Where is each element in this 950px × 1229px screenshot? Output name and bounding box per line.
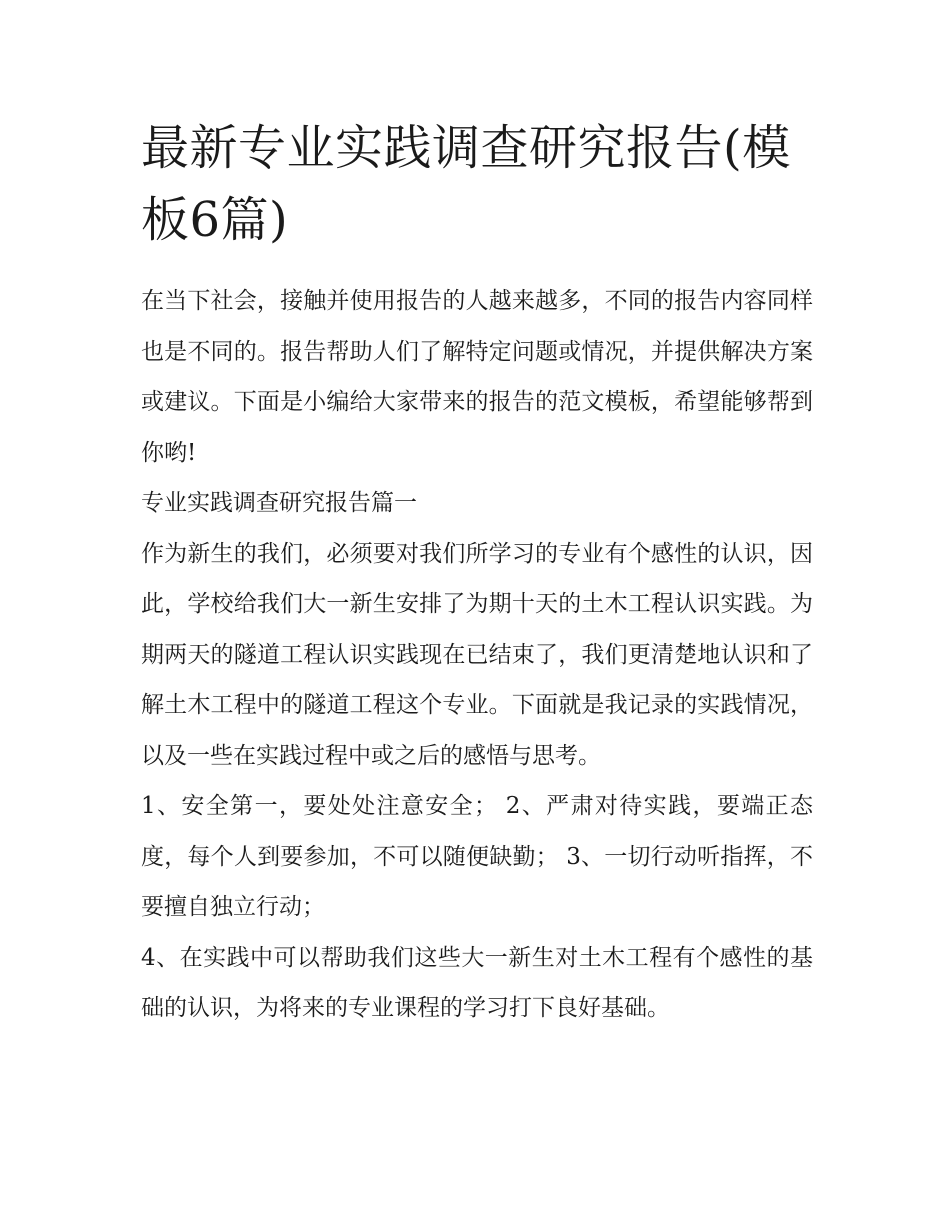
- body-paragraph: 作为新生的我们，必须要对我们所学习的专业有个感性的认识，因此，学校给我们大一新生安排了为期十天的土木工程认识实践。为期两天的隧道工程认识实践现在已结束了，我们更清楚地认识和了解土木工程中的隧道工程这个专业。下面就是我记录的实践情况，以及一些在实践过程中或之后的感悟与思考。: [141, 540, 813, 769]
- rules-paragraph: 1、安全第一，要处处注意安全； 2、严肃对待实践，要端正态度，每个人到要参加，不可以随便缺勤； 3、一切行动听指挥，不要擅自独立行动；: [141, 793, 813, 920]
- document-title: 最新专业实践调查研究报告(模板6篇): [141, 120, 791, 248]
- document-page: [141, 112, 813, 1034]
- point4-paragraph: 4、在实践中可以帮助我们这些大一新生对土木工程有个感性的基础的认识，为将来的专业课程的学习打下良好基础。: [141, 944, 813, 1021]
- section-heading: 专业实践调查研究报告篇一: [141, 490, 417, 516]
- intro-paragraph: 在当下社会，接触并使用报告的人越来越多，不同的报告内容同样也是不同的。报告帮助人们了解特定问题或情况，并提供解决方案或建议。下面是小编给大家带来的报告的范文模板，希望能够帮到你哟!: [141, 288, 813, 466]
